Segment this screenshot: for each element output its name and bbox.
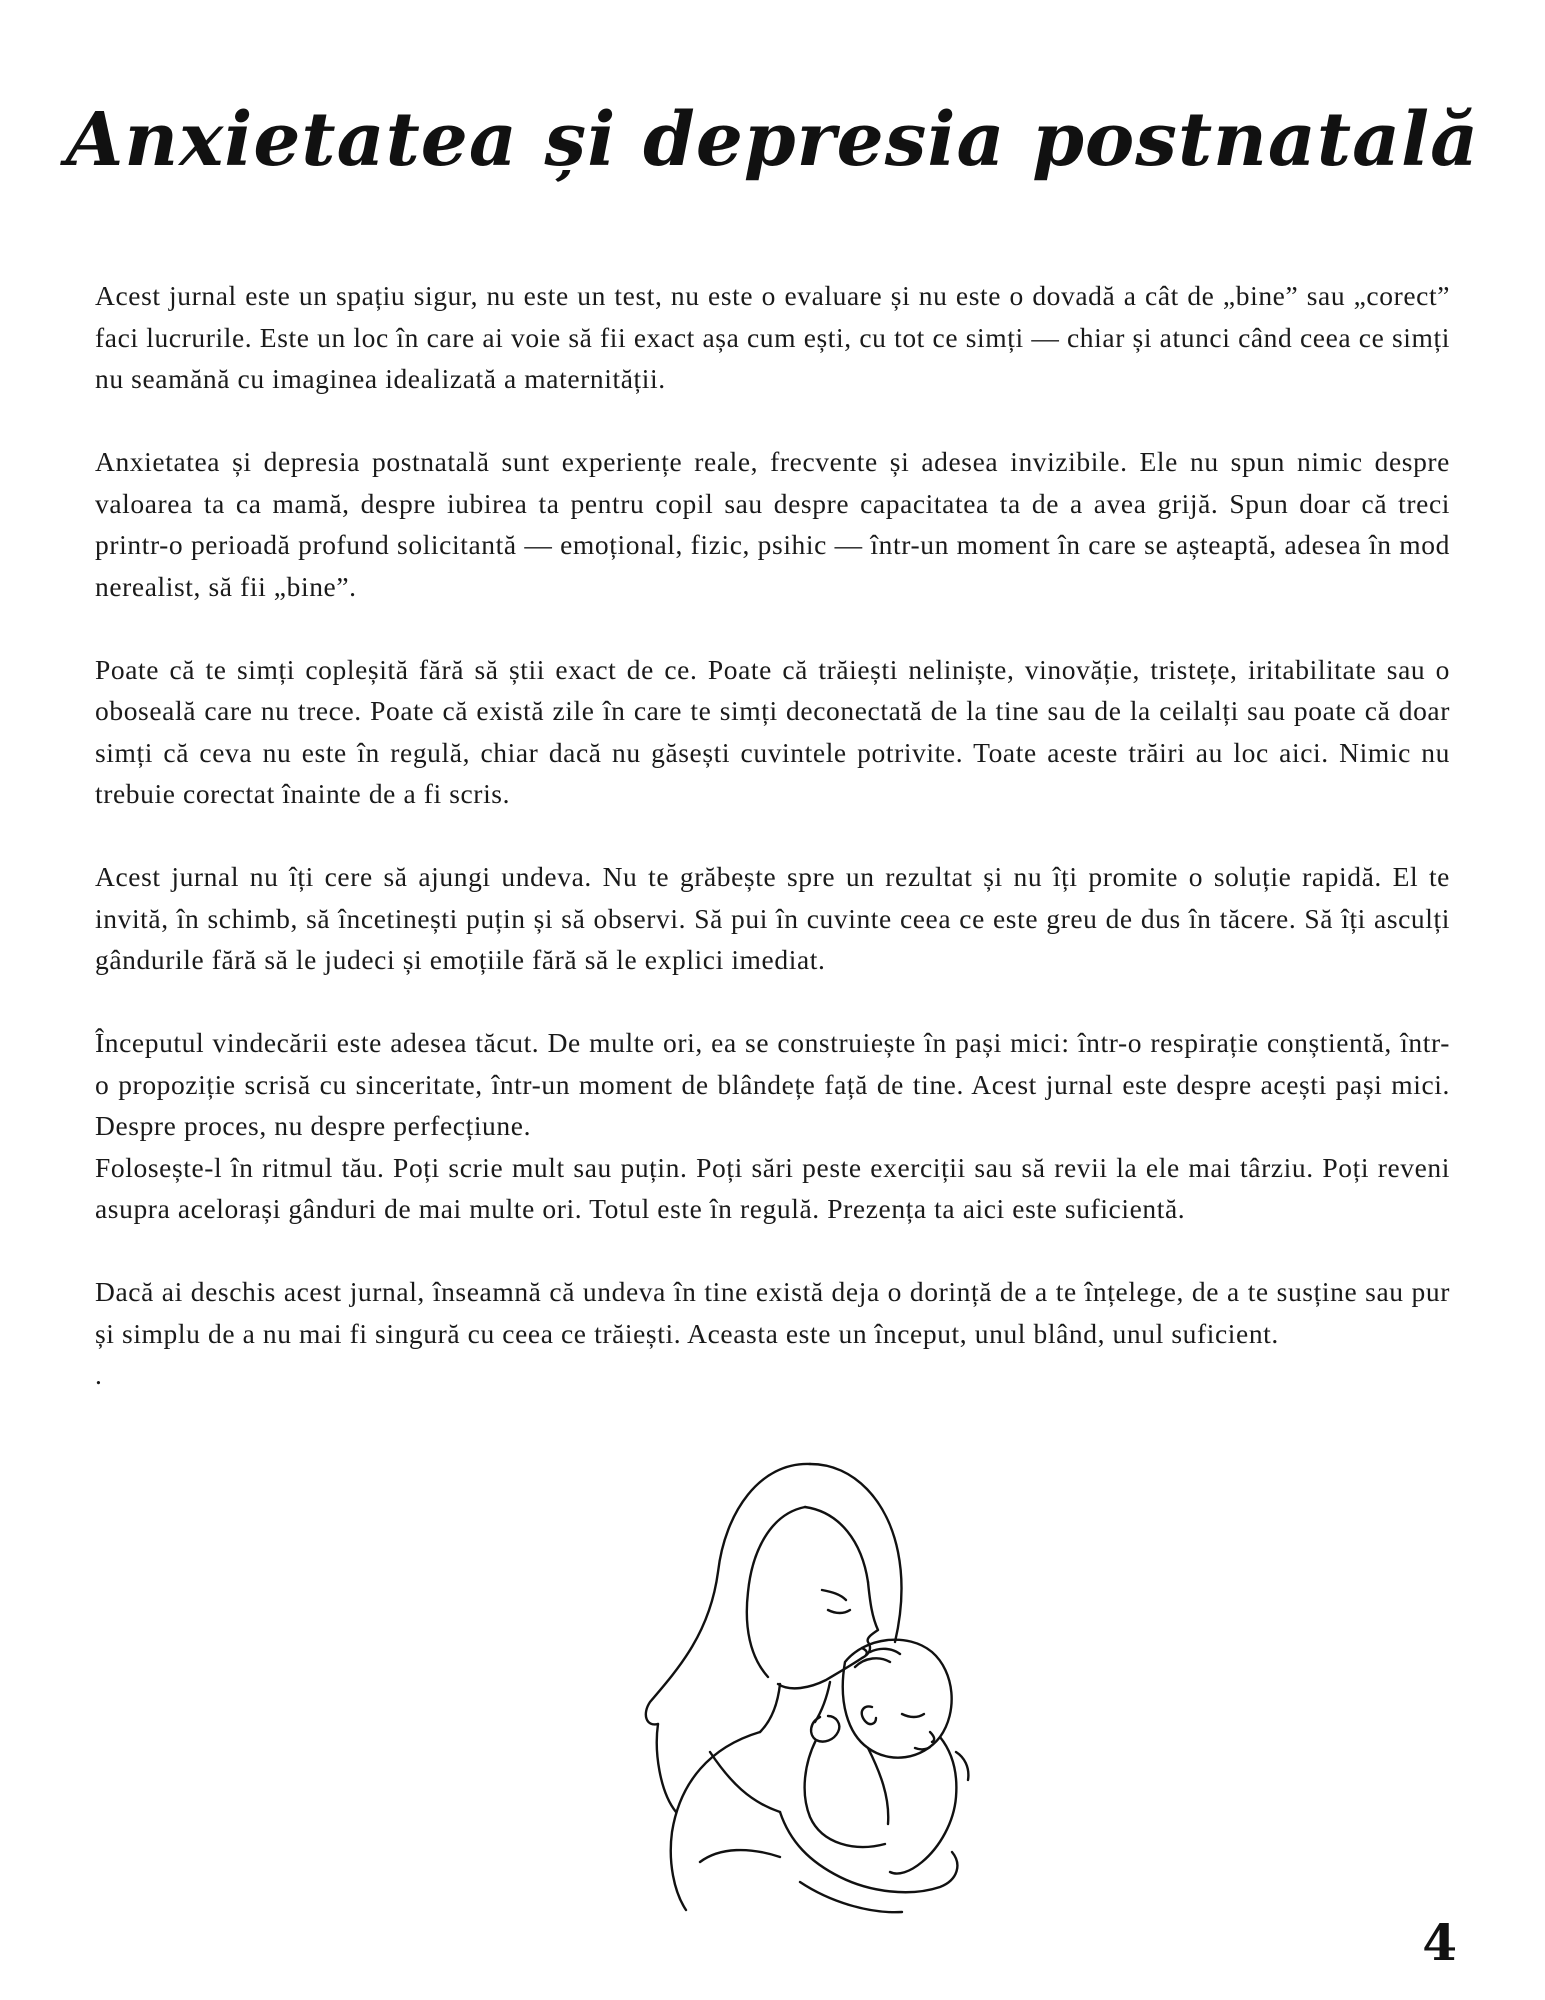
trailing-dot: . <box>95 1359 103 1390</box>
mother-baby-illustration <box>640 1452 980 1917</box>
paragraph-3: Poate că te simți copleșită fără să știi exact de ce. Poate că trăiești neliniște, vinovăție, tristețe, iritabilitate sau o oboseală care nu trece. Poate că există zile în care te simți deconectată de la tine sau de la ceilalți sau poate că doar simți că ceva nu este în regulă, chiar dacă nu găsești cuvintele potrivite. Toate aceste trăiri au loc aici. Nimic nu trebuie corectat înainte de a fi scris. <box>95 653 1450 809</box>
paragraph-1: Acest jurnal este un spațiu sigur, nu este un test, nu este o evaluare și nu este o dovadă a cât de „bine” sau „corect” faci lucrurile. Este un loc în care ai voie să fii exact așa cum ești, cu tot ce simți — chiar și atunci când ceea ce simți nu seamănă cu imaginea idealizată a maternității. <box>95 280 1450 394</box>
page-title: Anxietatea și depresia postnatală <box>65 97 1480 183</box>
paragraph-6: Folosește-l în ritmul tău. Poți scrie mult sau puțin. Poți sări peste exerciții sau să revii la ele mai târziu. Poți reveni asupra acelorași gânduri de mai multe ori. Totul este în regulă. Prezența ta aici este suficientă. <box>95 1151 1450 1224</box>
body-text <box>95 275 1450 1396</box>
paragraph-2: Anxietatea și depresia postnatală sunt experiențe reale, frecvente și adesea invizibile. Ele nu spun nimic despre valoarea ta ca mamă, despre iubirea ta pentru copil sau despre capacitatea ta de a avea grijă. Spun doar că treci printr-o perioadă profund solicitantă — emoțional, fizic, psihic — într-un moment în care se așteaptă, adesea în mod nerealist, să fii „bine”. <box>95 446 1450 602</box>
page-number: 4 <box>1422 1913 1457 1972</box>
paragraph-4: Acest jurnal nu îți cere să ajungi undeva. Nu te grăbește spre un rezultat și nu îți promite o soluție rapidă. El te invită, în schimb, să încetinești puțin și să observi. Să pui în cuvinte ceea ce este greu de dus în tăcere. Să îți asculți gândurile fără să le judeci și emoțiile fără să le explici imediat. <box>95 861 1450 975</box>
paragraph-7: Dacă ai deschis acest jurnal, înseamnă că undeva în tine există deja o dorință de a te înțelege, de a te susține sau pur și simplu de a nu mai fi singură cu ceea ce trăiești. Aceasta este un început, unul blând, unul suficient. <box>95 1276 1450 1349</box>
paragraph-5: Începutul vindecării este adesea tăcut. De multe ori, ea se construiește în pași mici: într-o respirație conștientă, într-o propoziție scrisă cu sinceritate, într-un moment de blândețe față de tine. Acest jurnal este despre acești pași mici. Despre proces, nu despre perfecțiune. <box>95 1027 1450 1141</box>
